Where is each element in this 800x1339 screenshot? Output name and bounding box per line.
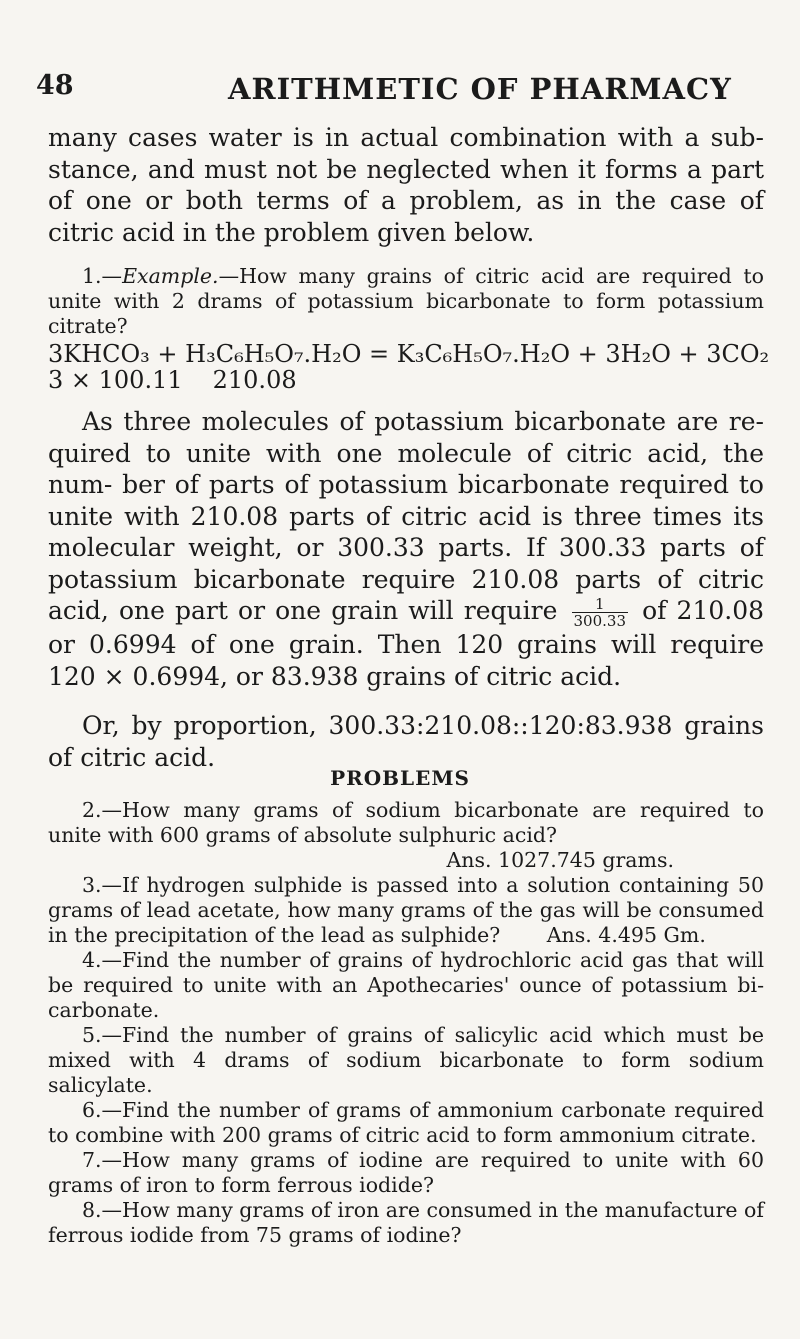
- problem-text: 5.—Find the number of grains of salicylic acid which must be mixed with 4 drams of sodium bicarbonate to form sodium salicylate.: [48, 1023, 764, 1097]
- explanation-paragraph: [48, 406, 764, 692]
- problem-answer: Ans. 4.495 Gm.: [546, 923, 706, 947]
- problem-text: 4.—Find the number of grains of hydrochloric acid gas that will be required to unite with an Apothecaries' ounce of potassium bi- carbonate.: [48, 948, 764, 1022]
- problems-heading: PROBLEMS: [330, 766, 470, 790]
- problems-list: [48, 798, 764, 1248]
- problem-item: [48, 1023, 764, 1098]
- weight-citric-acid: 210.08: [212, 366, 297, 394]
- fraction: [572, 596, 629, 629]
- example-number: 1.—: [82, 264, 123, 288]
- problem-item: [48, 1098, 764, 1148]
- explanation-part1: As three molecules of potassium bicarbonate are re- quired to unite with one molecule of citric acid, the num- ber of parts of potassium bicarbonate required to unite with 210.08 parts of citric acid is three times its molecular weight, or 300.33 parts. If 300.33 parts of potassium bicarbonate require 210.08 parts of citric acid, one part or one grain will require: [48, 407, 764, 625]
- explanation-part2: of 210.08 or 0.6994 of one grain. Then 120 grains will require 120 × 0.6994, or 83.938 grains of citric acid.: [48, 596, 765, 691]
- proportion-paragraph: Or, by proportion, 300.33:210.08::120:83.938 grains of citric acid.: [48, 711, 764, 772]
- fraction-numerator: 1: [572, 596, 629, 613]
- running-head: ARITHMETIC OF PHARMACY: [228, 72, 732, 106]
- problem-text: 2.—How many grams of sodium bicarbonate are required to unite with 600 grams of absolute sulphuric acid?: [48, 798, 764, 847]
- problem-item: [48, 873, 764, 948]
- fraction-denominator: 300.33: [573, 612, 626, 630]
- example-text: —How many grains of citric acid are required to unite with 2 drams of potassium bicarbonate to form potassium citrate?: [48, 264, 764, 338]
- problem-item: [48, 1148, 764, 1198]
- problem-text: 3.—If hydrogen sulphide is passed into a solution containing 50 grams of lead acetate, how many grams of the gas will be consumed in the precipitation of the lead as sulphide?: [48, 873, 764, 947]
- problem-item: [48, 1198, 764, 1248]
- problem-text: 8.—How many grams of iron are consumed in the manufacture of ferrous iodide from 75 grams of iodine?: [48, 1198, 764, 1247]
- problem-item: [48, 948, 764, 1023]
- intro-paragraph: many cases water is in actual combination with a sub- stance, and must not be neglected when it forms a part of one or both terms of a problem, as in the case of citric acid in the problem given below.: [48, 123, 764, 247]
- example-label: Example.: [122, 264, 219, 288]
- weight-bicarbonate: 3 × 100.11: [48, 366, 183, 394]
- example-paragraph: [48, 264, 764, 339]
- chemical-equation: 3KHCO₃ + H₃C₆H₅O₇.H₂O = K₃C₆H₅O₇.H₂O + 3H₂O + 3CO₂: [48, 340, 770, 368]
- equation-weights: [48, 366, 297, 394]
- problem-text: 7.—How many grams of iodine are required to unite with 60 grams of iron to form ferrous iodide?: [48, 1148, 764, 1197]
- problem-item: [48, 798, 764, 873]
- problem-text: 6.—Find the number of grams of ammonium carbonate required to combine with 200 grams of citric acid to form ammonium citrate.: [48, 1098, 764, 1147]
- problem-answer: Ans. 1027.745 grams.: [446, 848, 674, 872]
- page-number: 48: [36, 70, 74, 101]
